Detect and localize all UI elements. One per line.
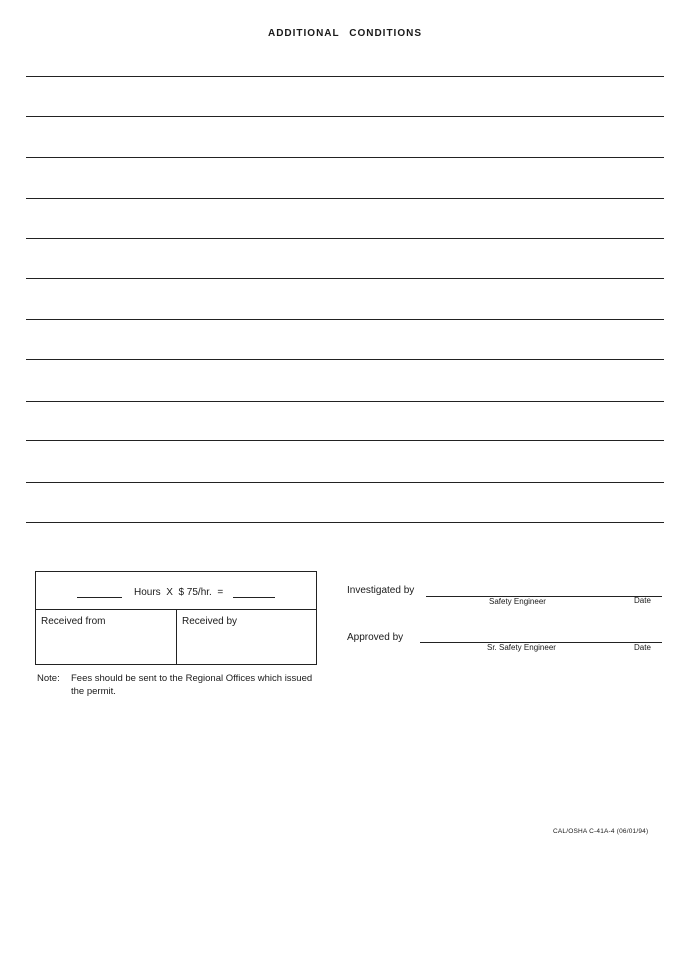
safety-engineer-caption: Safety Engineer <box>489 597 546 606</box>
date-caption: Date <box>634 643 651 652</box>
approved-by-label: Approved by <box>347 632 404 643</box>
condition-line[interactable] <box>26 76 664 77</box>
received-by-label: Received by <box>182 616 238 627</box>
page-title: ADDITIONAL CONDITIONS <box>267 28 423 39</box>
received-by-cell[interactable] <box>177 610 316 664</box>
date-caption: Date <box>634 596 651 605</box>
fee-box <box>35 571 317 665</box>
investigated-by-label: Investigated by <box>347 585 415 596</box>
condition-line[interactable] <box>26 319 664 320</box>
note-text: Fees should be sent to the Regional Offices which issued the permit. <box>71 673 313 697</box>
condition-line[interactable] <box>26 278 664 279</box>
fee-total-blank[interactable] <box>233 597 275 598</box>
condition-line[interactable] <box>26 198 664 199</box>
condition-line[interactable] <box>26 359 664 360</box>
hours-rate-text: Hours X $ 75/hr. = <box>134 587 224 598</box>
condition-line[interactable] <box>26 238 664 239</box>
form-code: CAL/OSHA C-41A-4 (06/01/94) <box>553 828 649 835</box>
condition-line[interactable] <box>26 440 664 441</box>
condition-line[interactable] <box>26 522 664 523</box>
sr-safety-engineer-caption: Sr. Safety Engineer <box>487 643 556 652</box>
condition-line[interactable] <box>26 482 664 483</box>
condition-line[interactable] <box>26 116 664 117</box>
condition-line[interactable] <box>26 157 664 158</box>
received-from-cell[interactable] <box>36 610 177 664</box>
received-from-label: Received from <box>41 616 106 627</box>
hours-blank[interactable] <box>77 597 122 598</box>
condition-line[interactable] <box>26 401 664 402</box>
note-label: Note: <box>37 673 60 684</box>
fee-calculation-row <box>36 572 316 610</box>
